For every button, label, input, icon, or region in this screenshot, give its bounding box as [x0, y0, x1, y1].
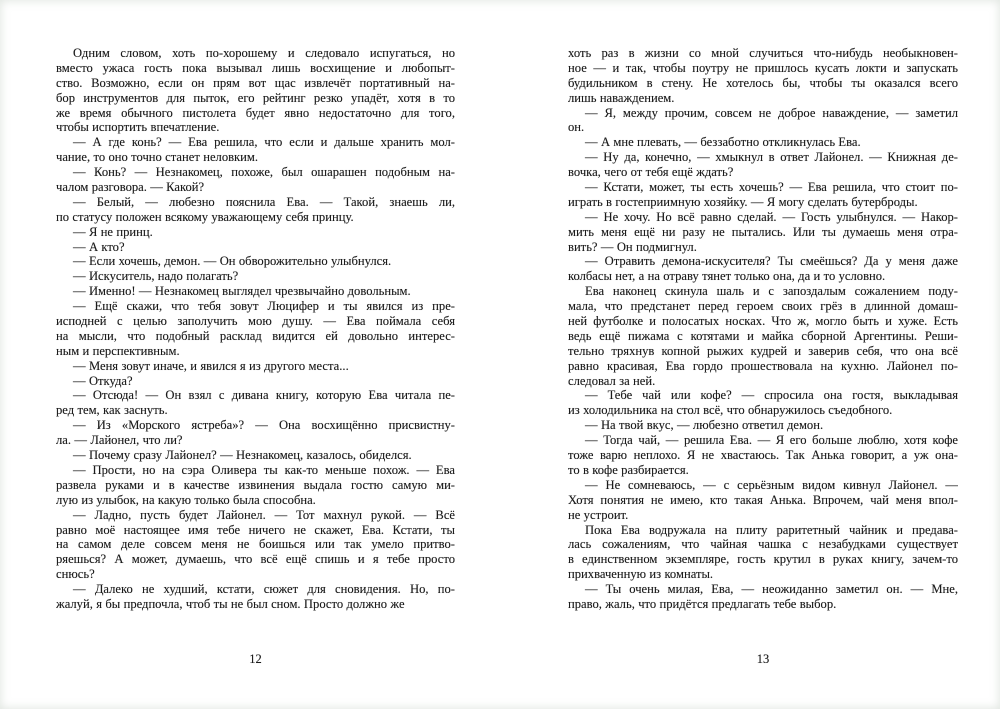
text-line: лишь наваждением. [568, 90, 675, 105]
text-line: — Отравить демона-искусителя? Ты смеёшься? Да у меня даже [585, 254, 958, 269]
paragraph [56, 240, 455, 255]
paragraph [56, 254, 455, 269]
paragraph [56, 269, 455, 284]
text-line: — Искуситель, надо полагать? [73, 269, 239, 284]
paragraph [56, 225, 455, 240]
text-line: — Я, между прочим, совсем не доброе наваждение, — заметил [585, 105, 958, 120]
paragraph [568, 478, 958, 523]
text-line: в единственном экземпляре, гость крутил в руках книгу, зачем-то [568, 552, 958, 567]
text-line: — Почему сразу Лайонел? — Незнакомец, казалось, обиделся. [73, 448, 412, 463]
text-line: — Ещё скажи, что тебя зовут Люцифер и ты явился из пре- [73, 299, 455, 314]
text-line: чтобы испортить впечатление. [56, 120, 220, 135]
text-line: вочка, чего от тебя ещё ждать? [568, 165, 734, 180]
text-line: не устроит. [568, 507, 629, 522]
paragraph [56, 359, 455, 374]
text-line: — Кстати, может, ты есть хочешь? — Ева решила, что стоит по- [585, 180, 958, 195]
text-line: он. [568, 120, 585, 135]
text-line: чалом разговора. — Какой? [56, 180, 205, 195]
text-line: — Именно! — Незнакомец выглядел чрезвычайно довольным. [73, 284, 411, 299]
text-line: — Тогда чай, — решила Ева. — Я его больше люблю, хотя кофе [585, 433, 958, 448]
text-line: колбасы нет, а на отраву тянет только она, да и то условно. [568, 269, 886, 284]
text-line: — Отсюда! — Он взял с дивана книгу, которую Ева читала пе- [73, 388, 455, 403]
text-line: то в кофе разбирается. [568, 462, 689, 477]
text-line: прихваченную из комнаты. [568, 567, 714, 582]
text-line: равно красивая, Ева гордо прошествовала на кухню. Лайонел по- [568, 358, 958, 373]
paragraph [56, 195, 455, 225]
paragraph [568, 254, 958, 284]
paragraph [568, 388, 958, 418]
text-line: вить? — Он подмигнул. [568, 239, 697, 254]
text-line: лась сожалениям, что чайная чашка с незабудками существует [568, 537, 958, 552]
paragraph [568, 284, 958, 388]
paragraph [568, 150, 958, 180]
text-line: снюсь? [56, 567, 95, 582]
right-page-number: 13 [756, 652, 770, 666]
text-line: из холодильника на стол всё, что обнаружилось съедобного. [568, 403, 893, 418]
text-line: — А мне плевать, — беззаботно откликнулась Ева. [585, 135, 861, 150]
text-line: — На твой вкус, — любезно ответил демон. [585, 418, 824, 433]
text-line: Ева наконец скинула шаль и с запоздалым сожалением поду- [585, 284, 958, 299]
text-line: Хотя понятия не имею, кто такая Анька. Впрочем, чай меня впол- [568, 492, 958, 507]
text-line: — Я не принц. [73, 224, 153, 239]
text-line: мить меня ещё ни разу не пытались. Или ты думаешь меня отра- [568, 224, 958, 239]
text-line: — Откуда? [73, 373, 133, 388]
paragraph [568, 46, 958, 106]
paragraph [56, 165, 455, 195]
paragraph [568, 433, 958, 478]
left-page-number: 12 [249, 652, 262, 666]
text-line: ней футболке и полосатых носках. Что ж, могло быть и хуже. Есть [568, 314, 958, 329]
text-line: Одним словом, хоть по-хорошему и следовало испугаться, но [73, 46, 455, 60]
text-line: мала, что предстанет перед героем своих грёз в длинной домаш- [568, 299, 958, 314]
text-line: — Конь? — Незнакомец, похоже, был ошарашен подобным на- [73, 165, 455, 180]
text-line: равно моё настоящее имя тебе ничего не скажет, Ева. Кстати, ты [56, 522, 455, 537]
text-line: на мысли, что подобный расклад видится ей довольно интерес- [56, 328, 455, 343]
text-line: играть в гостеприимную хозяйку. — Я могу сделать бутерброды. [568, 194, 918, 209]
paragraph [56, 374, 455, 389]
text-line: — Ладно, пусть будет Лайонел. — Тот махнул рукой. — Всё [73, 507, 455, 522]
text-line: — Не сомневаюсь, — с серьёзным видом кивнул Лайонел. — [585, 477, 958, 492]
paragraph [568, 523, 958, 583]
paragraph [56, 388, 455, 418]
text-line: ведь ещё пижама с котятами и майка сборной Аргентины. Реши- [568, 328, 958, 343]
paragraph [568, 106, 958, 136]
text-line: следовал за ней. [568, 373, 656, 388]
text-line: же время обычного пистолета будет явно недостаточно для того, [56, 105, 455, 120]
text-line: — Тебе чай или кофе? — спросила она гостя, выкладывая [585, 388, 958, 403]
paragraph [56, 582, 455, 612]
text-line: тельно тряхнув копной рыжих кудрей и заверив себя, что она всё [568, 343, 958, 358]
text-line: вместо ужаса гость пока вызывал лишь восхищение и любопыт- [56, 60, 455, 75]
text-line: лую из улыбок, на какую только была способна. [56, 492, 316, 507]
left-page-text [56, 46, 455, 612]
text-line: жалуй, я бы предпочла, чтоб ты не был сном. Просто должно же [56, 596, 405, 611]
text-line: — Ты очень милая, Ева, — неожиданно заметил он. — Мне, [585, 582, 958, 597]
text-line: — Если хочешь, демон. — Он обворожительно улыбнулся. [73, 254, 392, 269]
text-line: исподней с целью заполучить мою душу. — Ева поймала себя [56, 314, 455, 329]
paragraph [56, 418, 455, 448]
text-line: хоть раз в жизни со мной случиться что-нибудь необыкновен- [568, 46, 958, 60]
text-line: — Из «Морского ястреба»? — Она восхищённо присвистну- [73, 418, 455, 433]
text-line: — Белый, — любезно пояснила Ева. — Такой, знаешь ли, [73, 194, 455, 209]
paragraph [56, 299, 455, 359]
text-line: — А где конь? — Ева решила, что если и дальше хранить мол- [73, 135, 455, 150]
text-line: ред тем, как заснуть. [56, 403, 168, 418]
text-line: — Меня зовут иначе, и явился я из другого места... [73, 358, 349, 373]
text-line: право, жаль, что придётся предлагать тебе выбор. [568, 596, 837, 611]
text-line: — А кто? [73, 239, 125, 254]
paragraph [56, 46, 455, 135]
text-line: развела руками и в качестве извинения выдала гостю самую ми- [56, 477, 455, 492]
text-line: ряешься? А может, думаешь, что всё ещё спишь и я тебе просто [56, 552, 455, 567]
paragraph [568, 135, 958, 150]
right-page-text [568, 46, 958, 612]
paragraph [56, 284, 455, 299]
text-line: на самом деле совсем меня не боишься или так умело притво- [56, 537, 455, 552]
paragraph [56, 463, 455, 508]
paragraph [568, 180, 958, 210]
paragraph [56, 448, 455, 463]
text-line: — Далеко не худший, кстати, сюжет для сновидения. Но, по- [73, 582, 455, 597]
text-line: ство. Возможно, если он прям вот щас извлечёт портативный на- [56, 75, 455, 90]
paragraph [56, 135, 455, 165]
text-line: чание, то оно точно станет неловким. [56, 150, 259, 165]
text-line: будильником в стену. Не хотелось бы, чтобы ты оказался всего [568, 75, 958, 90]
text-line: бор инструментов для пыток, его рейтинг резко упадёт, хотя в то [56, 90, 455, 105]
text-line: по статусу положен всякому уважающему себя принцу. [56, 209, 354, 224]
paragraph [56, 508, 455, 582]
text-line: — Не хочу. Но всё равно сделай. — Гость улыбнулся. — Накор- [585, 209, 958, 224]
text-line: тоже варю неплохо. Я не хвастаюсь. Так Анька говорит, а уж она- [568, 448, 958, 463]
text-line: — Прости, но на сэра Оливера ты как-то меньше похож. — Ева [73, 462, 455, 477]
paragraph [568, 418, 958, 433]
paragraph [568, 210, 958, 255]
text-line: Пока Ева водружала на плиту раритетный чайник и предава- [585, 522, 958, 537]
text-line: ное — и так, чтобы поутру не пришлось кусать локти и запускать [568, 60, 958, 75]
text-line: ным и перспективным. [56, 343, 180, 358]
paragraph [568, 582, 958, 612]
text-line: ла. — Лайонел, что ли? [56, 433, 183, 448]
text-line: — Ну да, конечно, — хмыкнул в ответ Лайонел. — Книжная де- [585, 150, 958, 165]
